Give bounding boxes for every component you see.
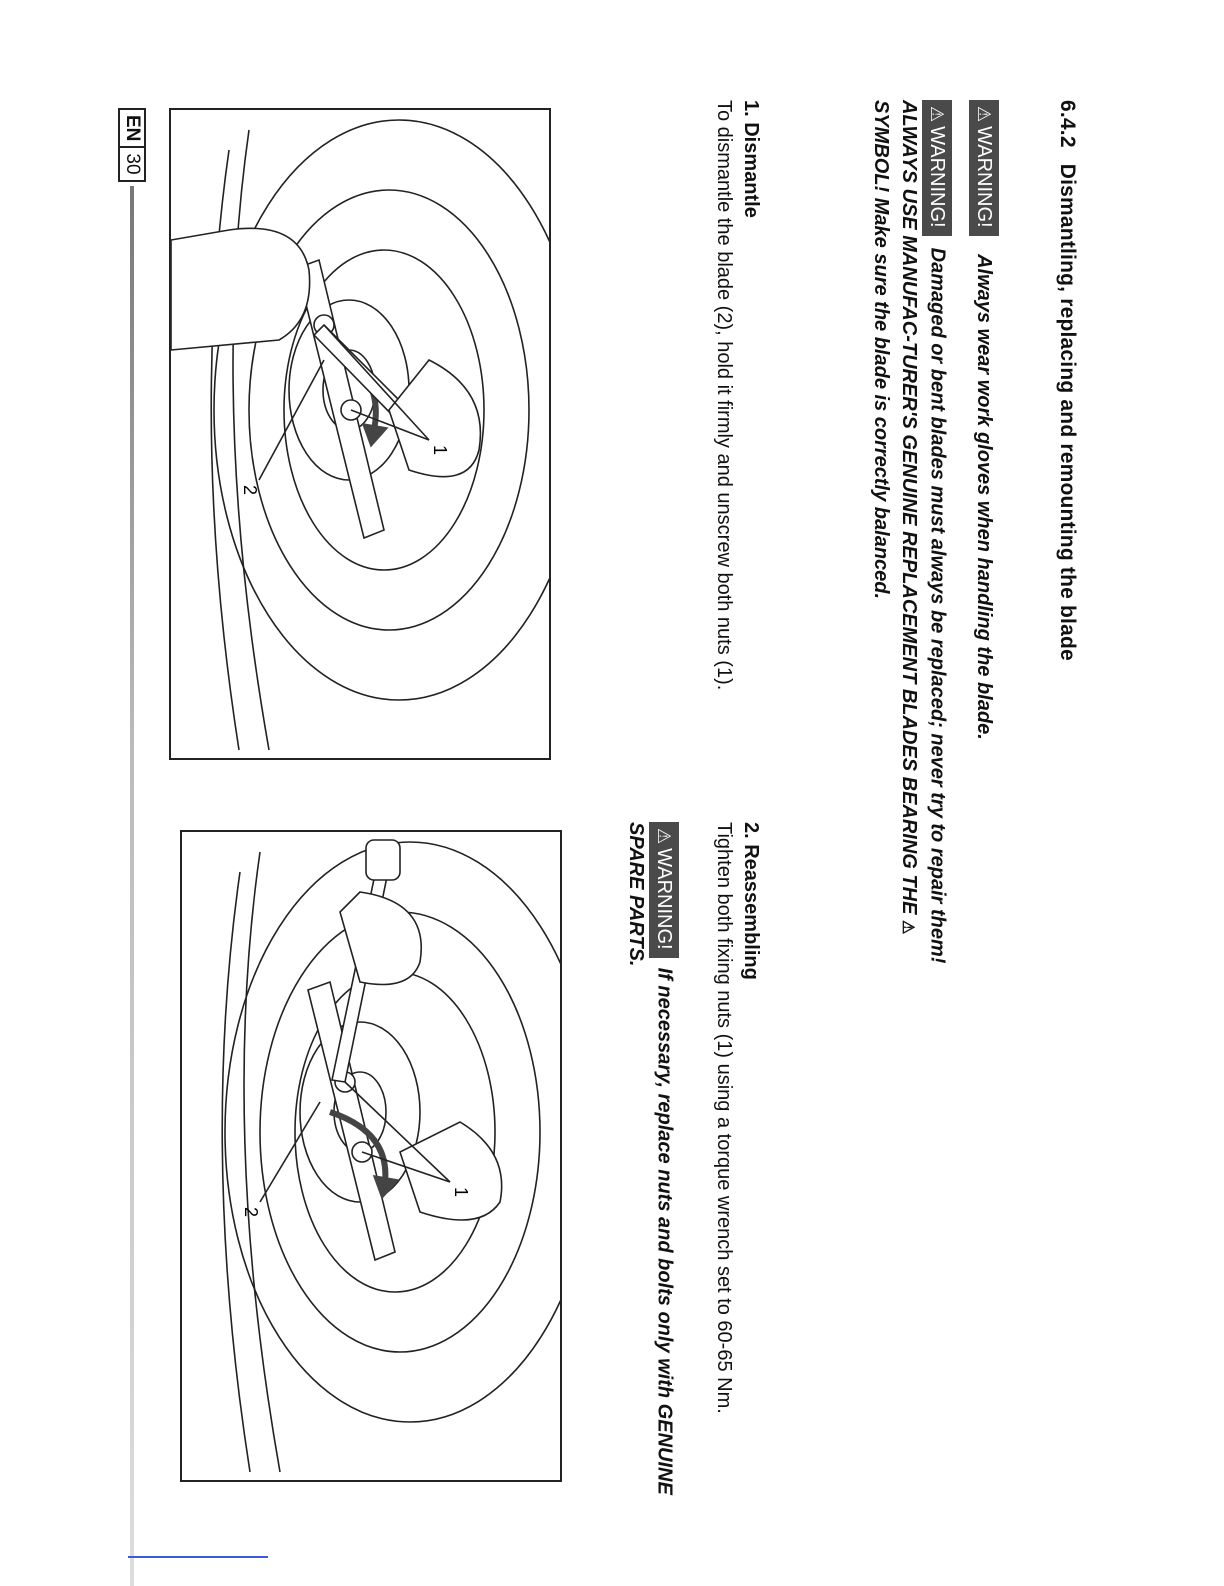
warning-triangle-icon: ⚠ bbox=[974, 106, 994, 123]
step-dismantle bbox=[711, 100, 762, 760]
callout-label-2: 2 bbox=[240, 485, 260, 496]
warning-badge bbox=[649, 822, 679, 958]
figure-reassembling bbox=[180, 830, 562, 1482]
warning-blades-text-2: SYMBOL! Make sure the blade is correctly balanced. bbox=[870, 100, 892, 600]
warning-gloves bbox=[969, 100, 999, 740]
language-code: EN bbox=[118, 108, 146, 148]
warning-badge bbox=[922, 100, 952, 236]
callout-label-1: 1 bbox=[451, 1187, 471, 1198]
footer-rule bbox=[130, 186, 134, 1586]
warning-gloves-text: Always wear work gloves when handling the blade. bbox=[973, 254, 996, 740]
warning-badge-label: WARNING! bbox=[973, 126, 995, 228]
section-number: 6.4.2 bbox=[1056, 100, 1079, 148]
callout-line-2 bbox=[259, 360, 324, 480]
arrow-head bbox=[363, 424, 387, 446]
warning-spare-parts-text: If necessary, replace nuts and bolts only with GENUINE SPARE PARTS. bbox=[625, 822, 676, 1495]
step-dismantle-text: To dismantle the blade (2), hold it firmly and unscrew both nuts (1). bbox=[713, 100, 735, 691]
torque-wrench-handle bbox=[366, 840, 400, 880]
step-dismantle-title: 1. Dismantle bbox=[740, 100, 762, 218]
warning-blades-text-1: Damaged or bent blades must always be replaced; never try to repair them! ALWAYS USE MANUFAC-TURER'S GENUINE REPLACEMENT BLADES BEARING THE bbox=[898, 100, 949, 964]
callout-label-2: 2 bbox=[241, 1207, 261, 1218]
glove-left bbox=[340, 892, 421, 985]
figure-dismantle bbox=[169, 108, 551, 760]
callout-line-2 bbox=[260, 1102, 320, 1202]
glove-right bbox=[389, 360, 480, 477]
warning-spare-parts bbox=[623, 822, 679, 1522]
dismantle-illustration bbox=[171, 110, 549, 758]
warning-badge bbox=[969, 100, 999, 236]
scan-artifact-line bbox=[128, 1556, 268, 1558]
warning-badge-label: WARNING! bbox=[653, 848, 675, 950]
warning-triangle-icon: ⚠ bbox=[654, 828, 674, 845]
page-footer bbox=[118, 108, 146, 1586]
reassembling-illustration bbox=[182, 832, 560, 1480]
deck-edge-lines bbox=[222, 852, 280, 1472]
glove-right bbox=[400, 1122, 502, 1220]
warning-badge-label: WARNING! bbox=[926, 126, 948, 228]
deck-edge-lines bbox=[211, 130, 269, 750]
warning-blades bbox=[867, 100, 952, 970]
warning-triangle-icon: ⚠ bbox=[927, 106, 947, 123]
glove-left bbox=[171, 228, 310, 350]
page-number: 30 bbox=[118, 148, 146, 181]
step-reassembling-title: 2. Reassembling bbox=[740, 822, 762, 980]
step-reassembling-text: Tighten both fixing nuts (1) using a torque wrench set to 60-65 Nm. bbox=[713, 822, 735, 1414]
callout-label-1: 1 bbox=[430, 445, 450, 456]
section-title: Dismantling, replacing and remounting the blade bbox=[1056, 163, 1079, 661]
warning-symbol-icon: ⚠ bbox=[899, 920, 916, 935]
section-heading bbox=[1055, 100, 1079, 661]
deck-outer-ring bbox=[214, 120, 549, 700]
step-reassembling bbox=[711, 822, 762, 1522]
